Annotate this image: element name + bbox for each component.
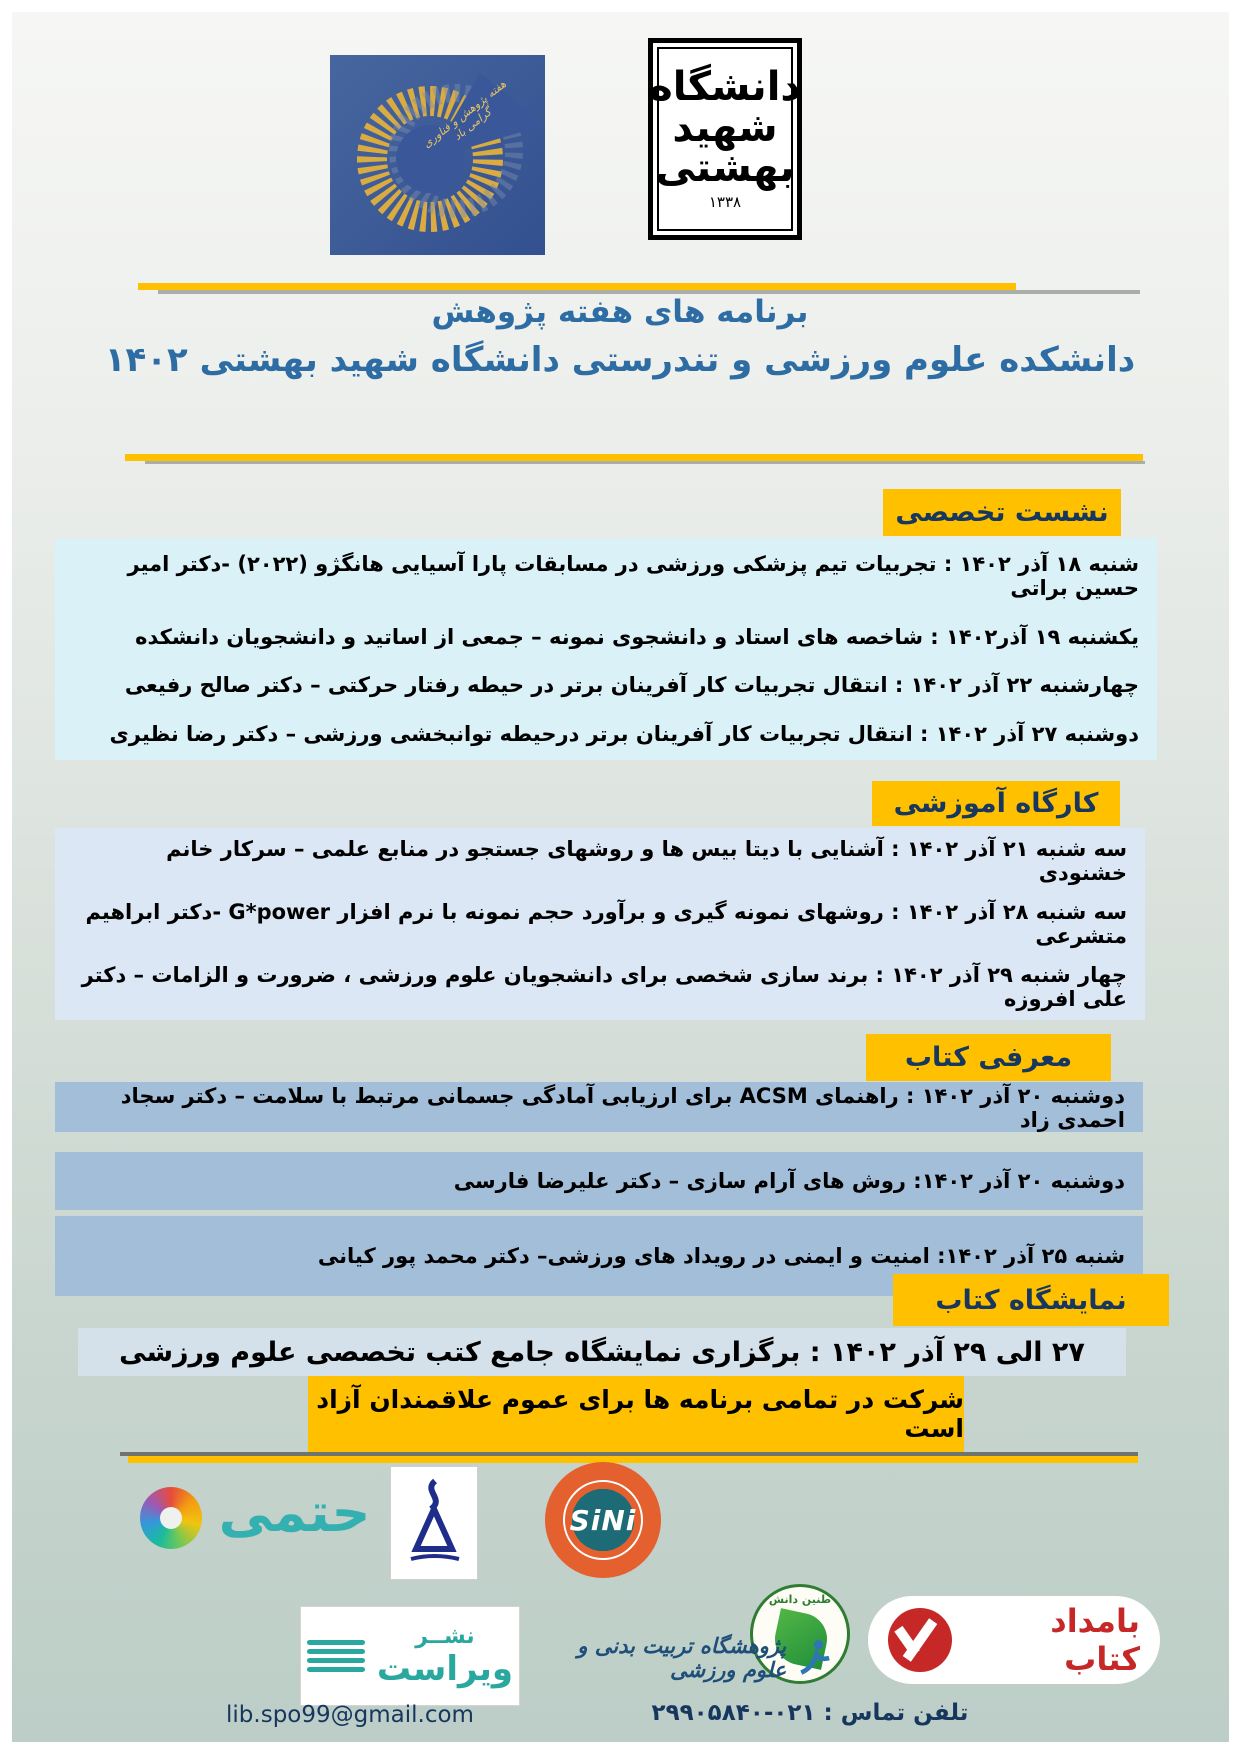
schedule-item: یکشنبه ۱۹ آذر۱۴۰۲ : شاخصه های استاد و دانشجوی نمونه – جمعی از اساتید و دانشجویان دانشکده (135, 624, 1139, 649)
bamdad-logo-text: بامداد کتاب (1050, 1602, 1140, 1678)
schedule-item: چهار شنبه ۲۹ آذر ۱۴۰۲ : برند سازی شخصی برای دانشجویان علوم ورزشی ، ضرورت و الزامات – دکتر علی افروزه (81, 962, 1127, 1011)
schedule-item: سه شنبه ۲۸ آذر ۱۴۰۲ : روشهای نمونه گیری و برآورد حجم نمونه با نرم افزار G*power -دکتر ابراهیم متشرعی (85, 899, 1127, 948)
university-word-3: بهشتی (655, 145, 795, 192)
section-header-books: معرفی کتاب (866, 1034, 1111, 1081)
virast-logo-text (377, 1624, 513, 1689)
bamdad-ketab-logo (868, 1596, 1160, 1684)
hatmi-flower-center (160, 1507, 182, 1529)
poster-title-line1: برنامه های هفته پژوهش (431, 294, 809, 330)
university-word-2: شهید (672, 104, 778, 151)
schedule-item: شنبه ۱۸ آذر ۱۴۰۲ : تجربیات تیم پزشکی ورزشی در مسابقات پارا آسیایی هانگژو (۲۰۲۲) -دکتر امیر حسین براتی (127, 552, 1139, 601)
climber-figure-icon (401, 1475, 467, 1571)
virast-publishing-logo (300, 1606, 520, 1706)
university-word-1: دانشگاه (649, 63, 801, 110)
university-logo (648, 38, 802, 240)
schedule-item: دوشنبه ۲۰ آذر ۱۴۰۲ : راهنمای ACSM برای ارزیابی آمادگی جسمانی مرتبط با سلامت – دکتر سجاد احمدی زاد (120, 1084, 1125, 1132)
section-box-workshops (55, 828, 1145, 1020)
section-box-books-1 (55, 1082, 1143, 1132)
university-year: ۱۳۳۸ (708, 193, 742, 212)
university-logo-inner (649, 47, 801, 231)
section-header-meetings: نشست تخصصی (883, 489, 1121, 536)
virast-text-line1: نشــر (415, 1623, 475, 1649)
research-week-ring-text: هفته پژوهش و فناوری گرامی باد (420, 77, 509, 151)
sina-publications-logo (545, 1462, 661, 1578)
divider-2 (125, 454, 1143, 461)
free-participation-banner (308, 1376, 964, 1452)
divider-3 (128, 1456, 1138, 1463)
institute-logo-text: پژوهشگاه تربیت بدنی و علوم ورزشی (577, 1634, 787, 1682)
schedule-item: سه شنبه ۲۱ آذر ۱۴۰۲ : آشنایی با دیتا بیس ها و روشهای جستجو در منابع علمی – سرکار خانم خشنودی (166, 837, 1127, 886)
schedule-item: دوشنبه ۲۰ آذر ۱۴۰۲: روش های آرام سازی – دکتر علیرضا فارسی (453, 1169, 1125, 1193)
schedule-item: دوشنبه ۲۷ آذر ۱۴۰۲ : انتقال تجربیات کار آفرینان برتر درحیطه توانبخشی ورزشی – دکتر رضا نظیری (109, 721, 1139, 746)
section-box-meetings (55, 538, 1157, 760)
section-box-exhibition (78, 1328, 1126, 1376)
institute-figure-icon (796, 1628, 832, 1688)
hatmi-flower-icon (140, 1487, 202, 1549)
schedule-item: چهارشنبه ۲۲ آذر ۱۴۰۲ : انتقال تجربیات کار آفرینان برتر در حیطه رفتار حرکتی – دکتر صالح رفیعی (124, 673, 1139, 698)
hatmi-publications-logo: حتمی (218, 1481, 371, 1544)
research-week-logo (330, 55, 545, 255)
sport-sciences-research-institute-logo (566, 1610, 832, 1706)
banner-text: شرکت در تمامی برنامه ها برای عموم علاقمندان آزاد است (316, 1385, 964, 1443)
sina-logo-text: SiNi (569, 1503, 637, 1537)
tanin-danesh-label: طنین دانش (768, 1593, 832, 1606)
divider-shadow-2 (145, 461, 1145, 464)
schedule-item: ۲۷ الی ۲۹ آذر ۱۴۰۲ : برگزاری نمایشگاه جامع کتب تخصصی علوم ورزشی (119, 1336, 1085, 1368)
contact-email: lib.spo99@gmail.com (226, 1702, 474, 1728)
schedule-item: شنبه ۲۵ آذر ۱۴۰۲: امنیت و ایمنی در رویداد های ورزشی– دکتر محمد پور کیانی (317, 1244, 1125, 1268)
virast-text-line2: ویراست (376, 1648, 514, 1689)
climber-publisher-logo (390, 1466, 478, 1580)
poster-title-line2: دانشکده علوم ورزشی و تندرستی دانشگاه شهید بهشتی ۱۴۰۲ (104, 340, 1136, 380)
section-box-books-2 (55, 1152, 1143, 1210)
book-pages-icon (307, 1640, 365, 1672)
contact-phone: تلفن تماس : ۰۲۱-۲۹۹۰۵۸۴۰ (651, 1700, 969, 1726)
section-header-exhibition: نمایشگاه کتاب (893, 1274, 1169, 1326)
divider-1 (138, 283, 1016, 290)
bamdad-emblem-icon (888, 1608, 952, 1672)
section-header-workshops: کارگاه آموزشی (872, 781, 1120, 826)
